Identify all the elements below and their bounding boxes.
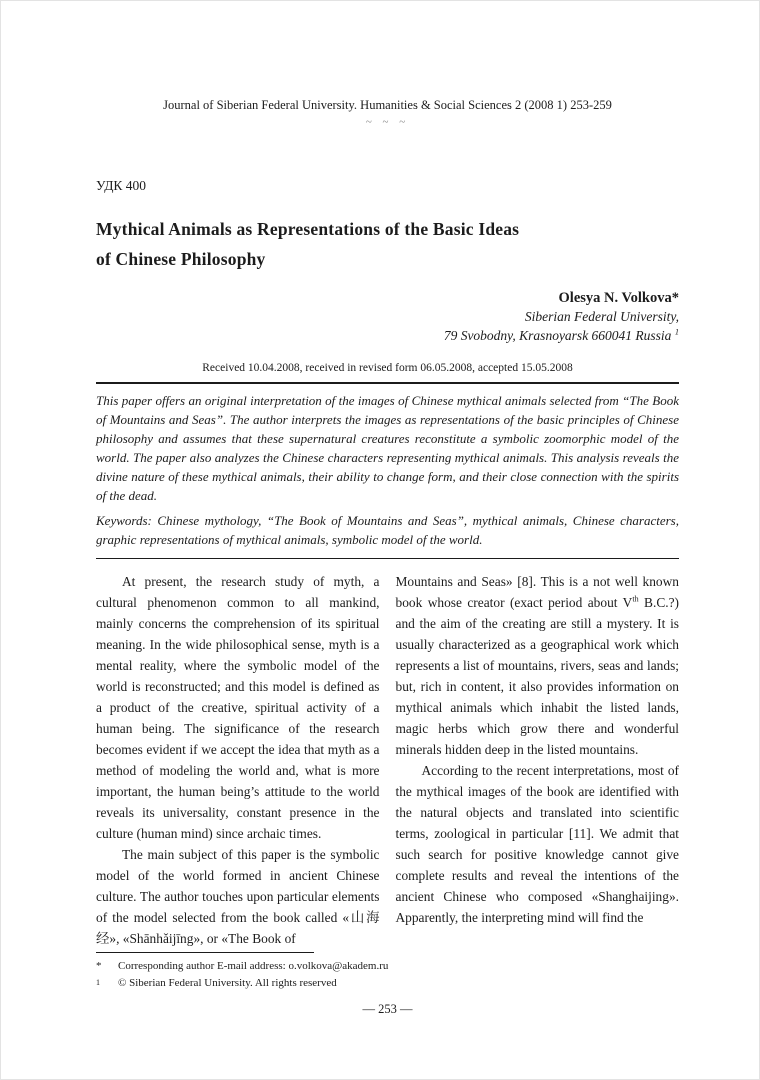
udc-code: УДК 400 <box>96 178 147 193</box>
article-title-line2: of Chinese Philosophy <box>96 249 266 269</box>
affiliation-line2: 79 Svobodny, Krasnoyarsk 660041 Russia $^1$ <box>443 327 679 343</box>
body-text <box>96 571 679 949</box>
right-column <box>396 571 680 949</box>
footnote-marker: * <box>96 960 102 972</box>
footnote-text: Corresponding author E-mail address: o.volkova@akadem.ru <box>118 960 389 972</box>
page-number: — 253 — <box>362 1002 413 1016</box>
paragraph: At present, the research study of myth, a cultural phenomenon common to all mankind, mainly concerns the comprehension of its spiritual meaning. In the wide philosophical sense, myth is a mental reality, where the symbolic model of the world is reconstructed; and this model is defined as a product of the creative, spiritual activity of a human being. The significance of the research becomes evident if we accept the idea that myth as a method of modeling the world and, what is more important, the human being’s attitude to the world reveals its universality, constant presence in the culture (human mind) since archaic times. <box>96 574 380 841</box>
paragraph: Mountains and Seas» [8]. This is a not well known book whose creator (exact period about Vth B.C.?) and the aim of the creating are still a mystery. It is usually characterized as a geographical work which represents a list of mountains, rivers, seas and lands; but, rich in content, it also provides information on mythical animals which inhabit the listed lands, magic herbs which grow there and wonderful minerals hidden deep in the listed mountains. <box>395 574 680 757</box>
journal-header: Journal of Siberian Federal University. Humanities & Social Sciences 2 (2008 1) 253-259 <box>163 98 612 112</box>
footnote-text: © Siberian Federal University. All rights reserved <box>118 977 337 989</box>
page-content <box>96 1 679 949</box>
footnotes <box>96 958 679 992</box>
footnote-divider <box>96 952 314 953</box>
received-dates: Received 10.04.2008, received in revised form 06.05.2008, accepted 15.05.2008 <box>202 362 573 374</box>
divider-bottom <box>96 558 679 559</box>
keywords-text: Keywords: Chinese mythology, “The Book of Mountains and Seas”, mythical animals, Chinese characters, graphic representations of mythical animals, symbolic model of the world. <box>96 513 679 547</box>
footnote-corresponding-author <box>96 958 679 975</box>
article-title-line1: Mythical Animals as Representations of the Basic Ideas <box>96 219 520 239</box>
article-title <box>96 214 679 274</box>
footnote-copyright <box>96 975 679 992</box>
abstract-text: This paper offers an original interpretation of the images of Chinese mythical animals selected from “The Book of Mountains and Seas”. The author interprets the images as representations of the basic principles of Chinese philosophy and assumes that these supernatural creatures reconstitute a symbolic zoomorphic model of the world. The paper also analyzes the Chinese characters representing mythical animals. This analysis reveals the divine nature of these mythical animals, their ability to change form, and their close connection with the spirits of the dead. <box>96 393 679 503</box>
page-footer <box>96 952 679 1017</box>
affiliation-line1: Siberian Federal University, <box>524 309 679 324</box>
paragraph: The main subject of this paper is the symbolic model of the world formed in ancient Chinese culture. The author touches upon particular elements of the model selected from the book called «山海经», «Shānhǎijīng», or «The Book of <box>96 847 380 946</box>
tilde-ornament: ~ ~ ~ <box>365 116 410 128</box>
footnote-marker: 1 <box>96 978 100 987</box>
paragraph: According to the recent interpretations, most of the mythical images of the book are identified with the natural objects and translated into scientific terms, zoological in particular [11]. We admit that such search for positive knowledge cannot give complete results and reveal the intentions of the ancient Chinese who composed «Shanghaijing». Apparently, the interpreting mind will find the <box>395 763 679 925</box>
divider-top <box>96 382 679 384</box>
left-column <box>96 571 380 949</box>
author-name: Olesya N. Volkova* <box>558 290 679 306</box>
author-block <box>96 289 679 345</box>
